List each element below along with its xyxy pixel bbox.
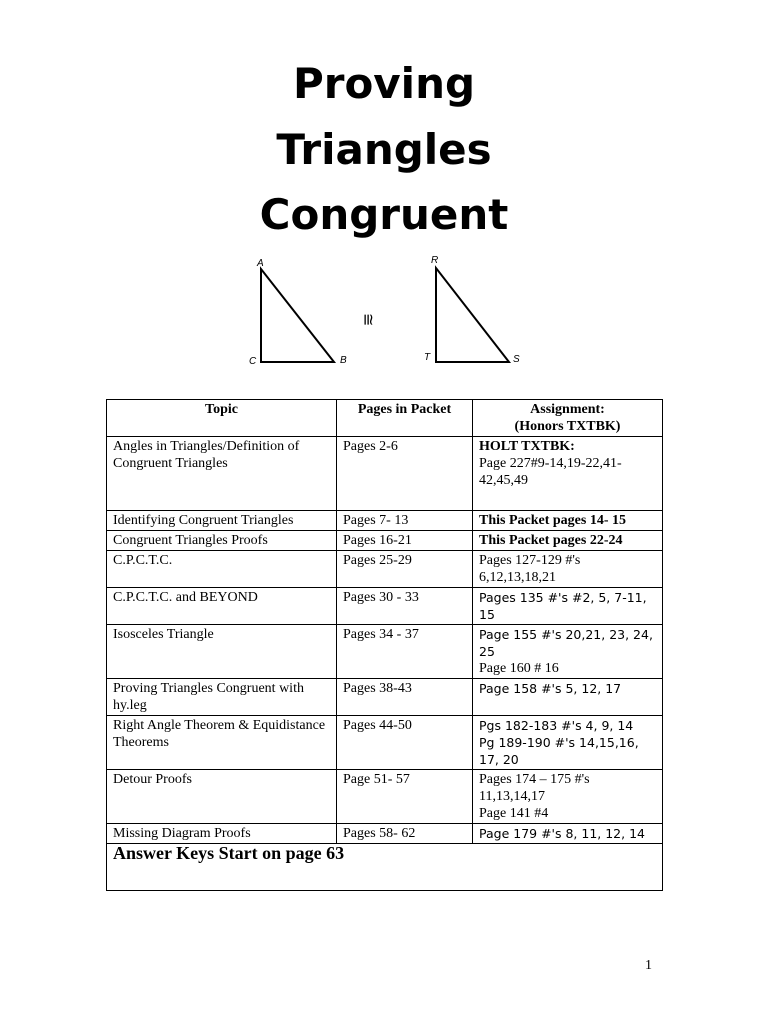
title-line-3: Congruent — [259, 190, 509, 239]
pages-cell: Pages 30 - 33 — [337, 588, 473, 625]
pages-cell: Pages 16-21 — [337, 531, 473, 551]
table-row — [107, 437, 663, 511]
congruent-triangles-figure — [0, 0, 768, 400]
assignment-cell: Pgs 182-183 #'s 4, 9, 14 Pg 189-190 #'s 14,15,16, 17, 20 — [473, 716, 663, 770]
table-row — [107, 625, 663, 679]
vertex-label-r: R — [431, 255, 439, 266]
assignment-table — [106, 399, 663, 891]
vertex-label-b: B — [340, 355, 347, 366]
page-number: 1 — [645, 958, 652, 973]
triangle-abc — [261, 269, 334, 362]
header-pages: Pages in Packet — [337, 400, 473, 437]
table-row — [107, 716, 663, 770]
assignment-cell: Page 179 #'s 8, 11, 12, 14 — [473, 824, 663, 844]
header-topic: Topic — [107, 400, 337, 437]
pages-cell: Pages 34 - 37 — [337, 625, 473, 679]
table-row — [107, 511, 663, 531]
vertex-label-c: C — [249, 356, 257, 367]
topic-cell: Identifying Congruent Triangles — [107, 511, 337, 531]
assignment-cell: This Packet pages 22-24 — [473, 531, 663, 551]
table-row — [107, 770, 663, 824]
topic-cell: C.P.C.T.C. — [107, 551, 337, 588]
header-assignment: Assignment: (Honors TXTBK) — [473, 400, 663, 437]
topic-cell: C.P.C.T.C. and BEYOND — [107, 588, 337, 625]
pages-cell: Pages 25-29 — [337, 551, 473, 588]
title-line-2: Triangles — [276, 125, 492, 174]
topic-cell: Detour Proofs — [107, 770, 337, 824]
assignment-cell: This Packet pages 14- 15 — [473, 511, 663, 531]
assignment-cell: Pages 174 – 175 #'s 11,13,14,17 Page 141 #4 — [473, 770, 663, 824]
title-line-1: Proving — [292, 59, 476, 108]
topic-cell: Missing Diagram Proofs — [107, 824, 337, 844]
topic-cell: Angles in Triangles/Definition of Congruent Triangles — [107, 437, 337, 511]
assignment-cell: Page 158 #'s 5, 12, 17 — [473, 679, 663, 716]
topic-cell: Isosceles Triangle — [107, 625, 337, 679]
pages-cell: Pages 7- 13 — [337, 511, 473, 531]
pages-cell: Pages 38-43 — [337, 679, 473, 716]
congruence-symbol: ≅ — [359, 313, 378, 327]
table-footer-row — [107, 844, 663, 891]
pages-cell: Pages 2-6 — [337, 437, 473, 511]
topic-cell: Right Angle Theorem & Equidistance Theorems — [107, 716, 337, 770]
table-row — [107, 588, 663, 625]
answer-keys-note: Answer Keys Start on page 63 — [107, 844, 663, 891]
pages-cell: Page 51- 57 — [337, 770, 473, 824]
table-header-row — [107, 400, 663, 437]
table-row — [107, 824, 663, 844]
vertex-label-t: T — [424, 352, 431, 363]
pages-cell: Pages 58- 62 — [337, 824, 473, 844]
vertex-label-a: A — [257, 258, 264, 269]
assignment-cell: Page 155 #'s 20,21, 23, 24, 25 Page 160 # 16 — [473, 625, 663, 679]
table-row — [107, 551, 663, 588]
topic-cell: Proving Triangles Congruent with hy.leg — [107, 679, 337, 716]
vertex-label-s: S — [513, 354, 520, 365]
table-row — [107, 679, 663, 716]
topic-cell: Congruent Triangles Proofs — [107, 531, 337, 551]
pages-cell: Pages 44-50 — [337, 716, 473, 770]
triangle-rst — [436, 268, 509, 362]
assignment-cell: Pages 127-129 #'s 6,12,13,18,21 — [473, 551, 663, 588]
table-row — [107, 531, 663, 551]
assignment-cell: Pages 135 #'s #2, 5, 7-11, 15 — [473, 588, 663, 625]
assignment-cell: HOLT TXTBK: Page 227#9-14,19-22,41-42,45,49 — [473, 437, 663, 511]
